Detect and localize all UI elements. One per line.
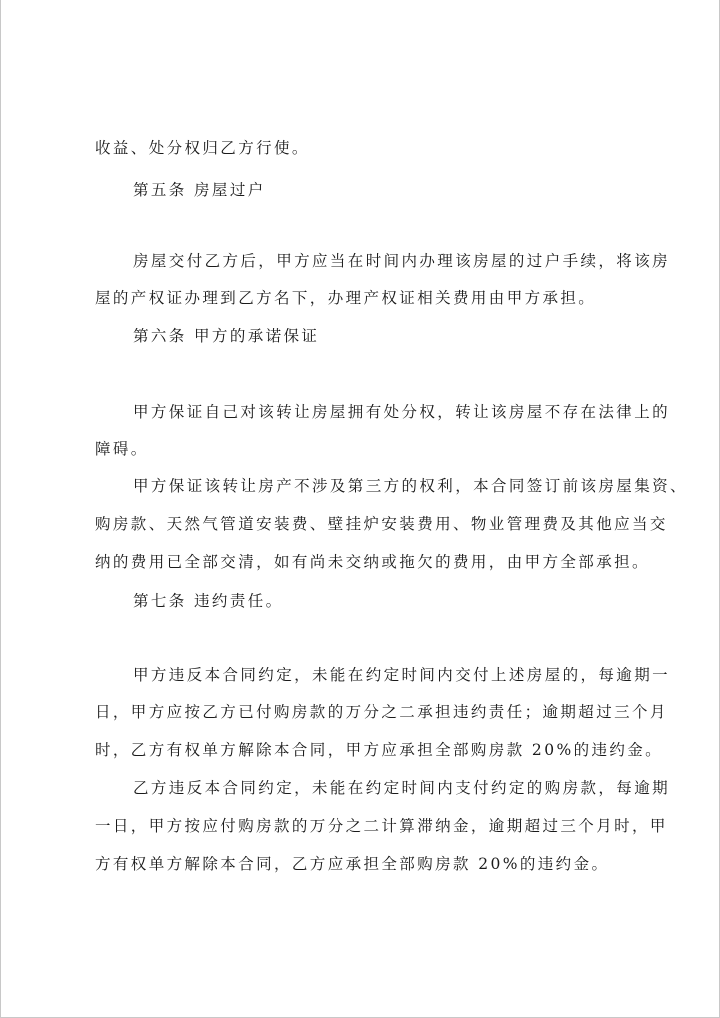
- text-line: 甲方保证自己对该转让房屋拥有处分权，转让该房屋不存在法律上的: [133, 403, 671, 421]
- text-line: 障碍。: [95, 440, 149, 458]
- text-line: 屋的产权证办理到乙方名下，办理产权证相关费用由甲方承担。: [95, 289, 597, 307]
- text-line: 时，乙方有权单方解除本合同，甲方应承担全部购房款 20%的违约金。: [95, 741, 664, 759]
- text-line: 日，甲方应按乙方已付购房款的万分之二承担违约责任；逾期超过三个月: [95, 703, 668, 721]
- text-line: 甲方违反本合同约定，未能在约定时间内交付上述房屋的，每逾期一: [133, 666, 671, 684]
- text-line: 购房款、天然气管道安装费、壁挂炉安装费用、物业管理费及其他应当交: [95, 515, 668, 533]
- section-heading: 第七条 违约责任。: [133, 592, 284, 610]
- text-line: 房屋交付乙方后，甲方应当在时间内办理该房屋的过户手续，将该房: [133, 252, 671, 270]
- text-line: 纳的费用已全部交清，如有尚未交纳或拖欠的费用，由甲方全部承担。: [95, 553, 650, 571]
- section-heading: 第五条 房屋过户: [133, 181, 266, 199]
- text-line: 乙方违反本合同约定，未能在约定时间内支付约定的购房款，每逾期: [133, 779, 671, 797]
- text-line: 收益、处分权归乙方行使。: [95, 139, 310, 157]
- section-heading: 第六条 甲方的承诺保证: [133, 327, 320, 345]
- text-line: 方有权单方解除本合同，乙方应承担全部购房款 20%的违约金。: [95, 855, 610, 873]
- text-line: 一日，甲方按应付购房款的万分之二计算滞纳金，逾期超过三个月时，甲: [95, 817, 668, 835]
- text-line: 甲方保证该转让房产不涉及第三方的权利，本合同签订前该房屋集资、: [133, 477, 688, 495]
